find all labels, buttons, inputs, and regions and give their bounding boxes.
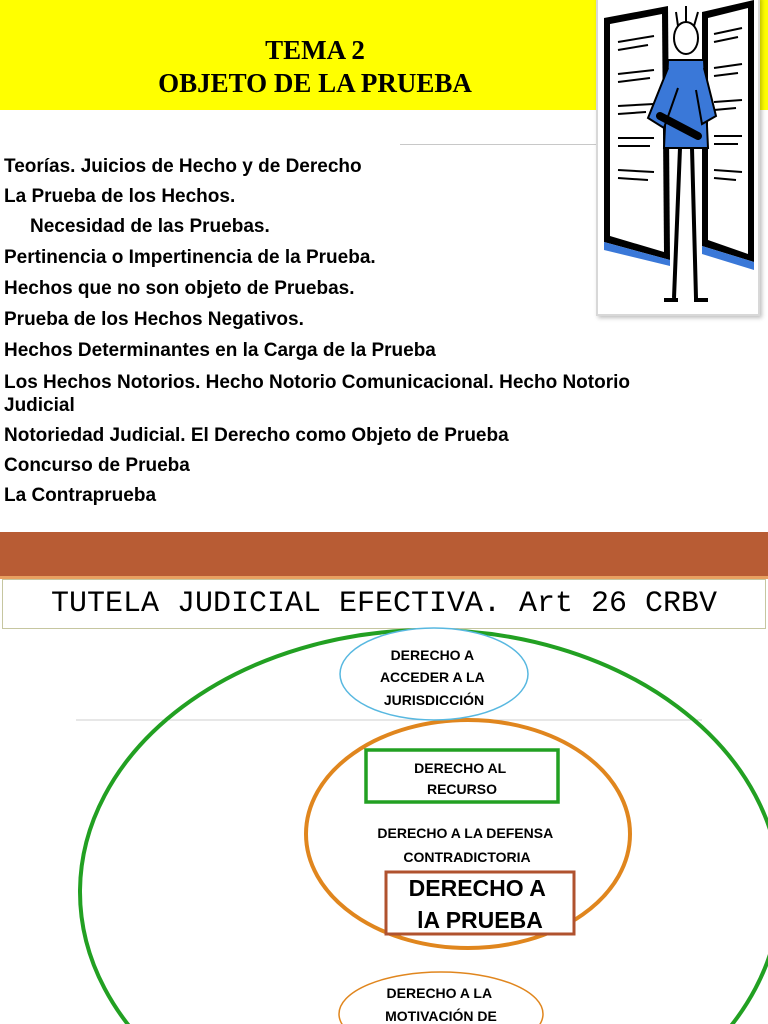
defensa-label [377, 825, 556, 865]
list-item: Pertinencia o Impertinencia de la Prueba. [4, 247, 376, 268]
rights-diagram [0, 532, 768, 1024]
slide-heading: TUTELA JUDICIAL EFECTIVA. Art 26 CRBV [50, 587, 718, 621]
bottom-ellipse-line: DERECHO A LA [386, 985, 492, 1001]
list-item: Hechos que no son objeto de Pruebas. [4, 278, 355, 299]
divider [400, 144, 600, 145]
illustration-frame [596, 0, 760, 316]
list-item: Hechos Determinantes en la Carga de la Prueba [4, 340, 436, 361]
prueba-line: DERECHO A [408, 875, 545, 901]
recurso-line: DERECHO AL [414, 760, 506, 776]
bottom-ellipse-line: MOTIVACIÓN DE [385, 1008, 497, 1024]
title-line-2: OBJETO DE LA PRUEBA [158, 68, 472, 98]
list-item: Necesidad de las Pruebas. [30, 216, 270, 237]
slide-title [150, 34, 480, 100]
top-ellipse-line: DERECHO A [390, 647, 474, 663]
list-item: Concurso de Prueba [4, 455, 190, 476]
top-ellipse-line: JURISDICCIÓN [383, 692, 485, 708]
right-document [702, 0, 754, 270]
list-item: Los Hechos Notorios. Hecho Notorio Comunicacional. Hecho Notorio Judicial [4, 372, 630, 416]
defensa-line: CONTRADICTORIA [403, 849, 531, 865]
list-item: Teorías. Juicios de Hecho y de Derecho [4, 156, 362, 177]
recurso-line: RECURSO [426, 781, 498, 797]
slide-tutela-judicial [0, 532, 768, 1024]
defensa-line: DERECHO A LA DEFENSA [377, 825, 553, 841]
title-line-1: TEMA 2 [265, 35, 365, 65]
top-ellipse-label [380, 647, 488, 708]
list-item: Prueba de los Hechos Negativos. [4, 309, 304, 330]
person-holding-documents-icon [598, 0, 758, 314]
list-item: La Prueba de los Hechos. [4, 186, 236, 207]
top-ellipse-line: ACCEDER A LA [379, 669, 485, 685]
left-document [604, 6, 670, 266]
list-item: Notoriedad Judicial. El Derecho como Objeto de Prueba [4, 425, 509, 446]
list-item: La Contraprueba [4, 485, 157, 506]
prueba-line: lA PRUEBA [417, 907, 543, 933]
